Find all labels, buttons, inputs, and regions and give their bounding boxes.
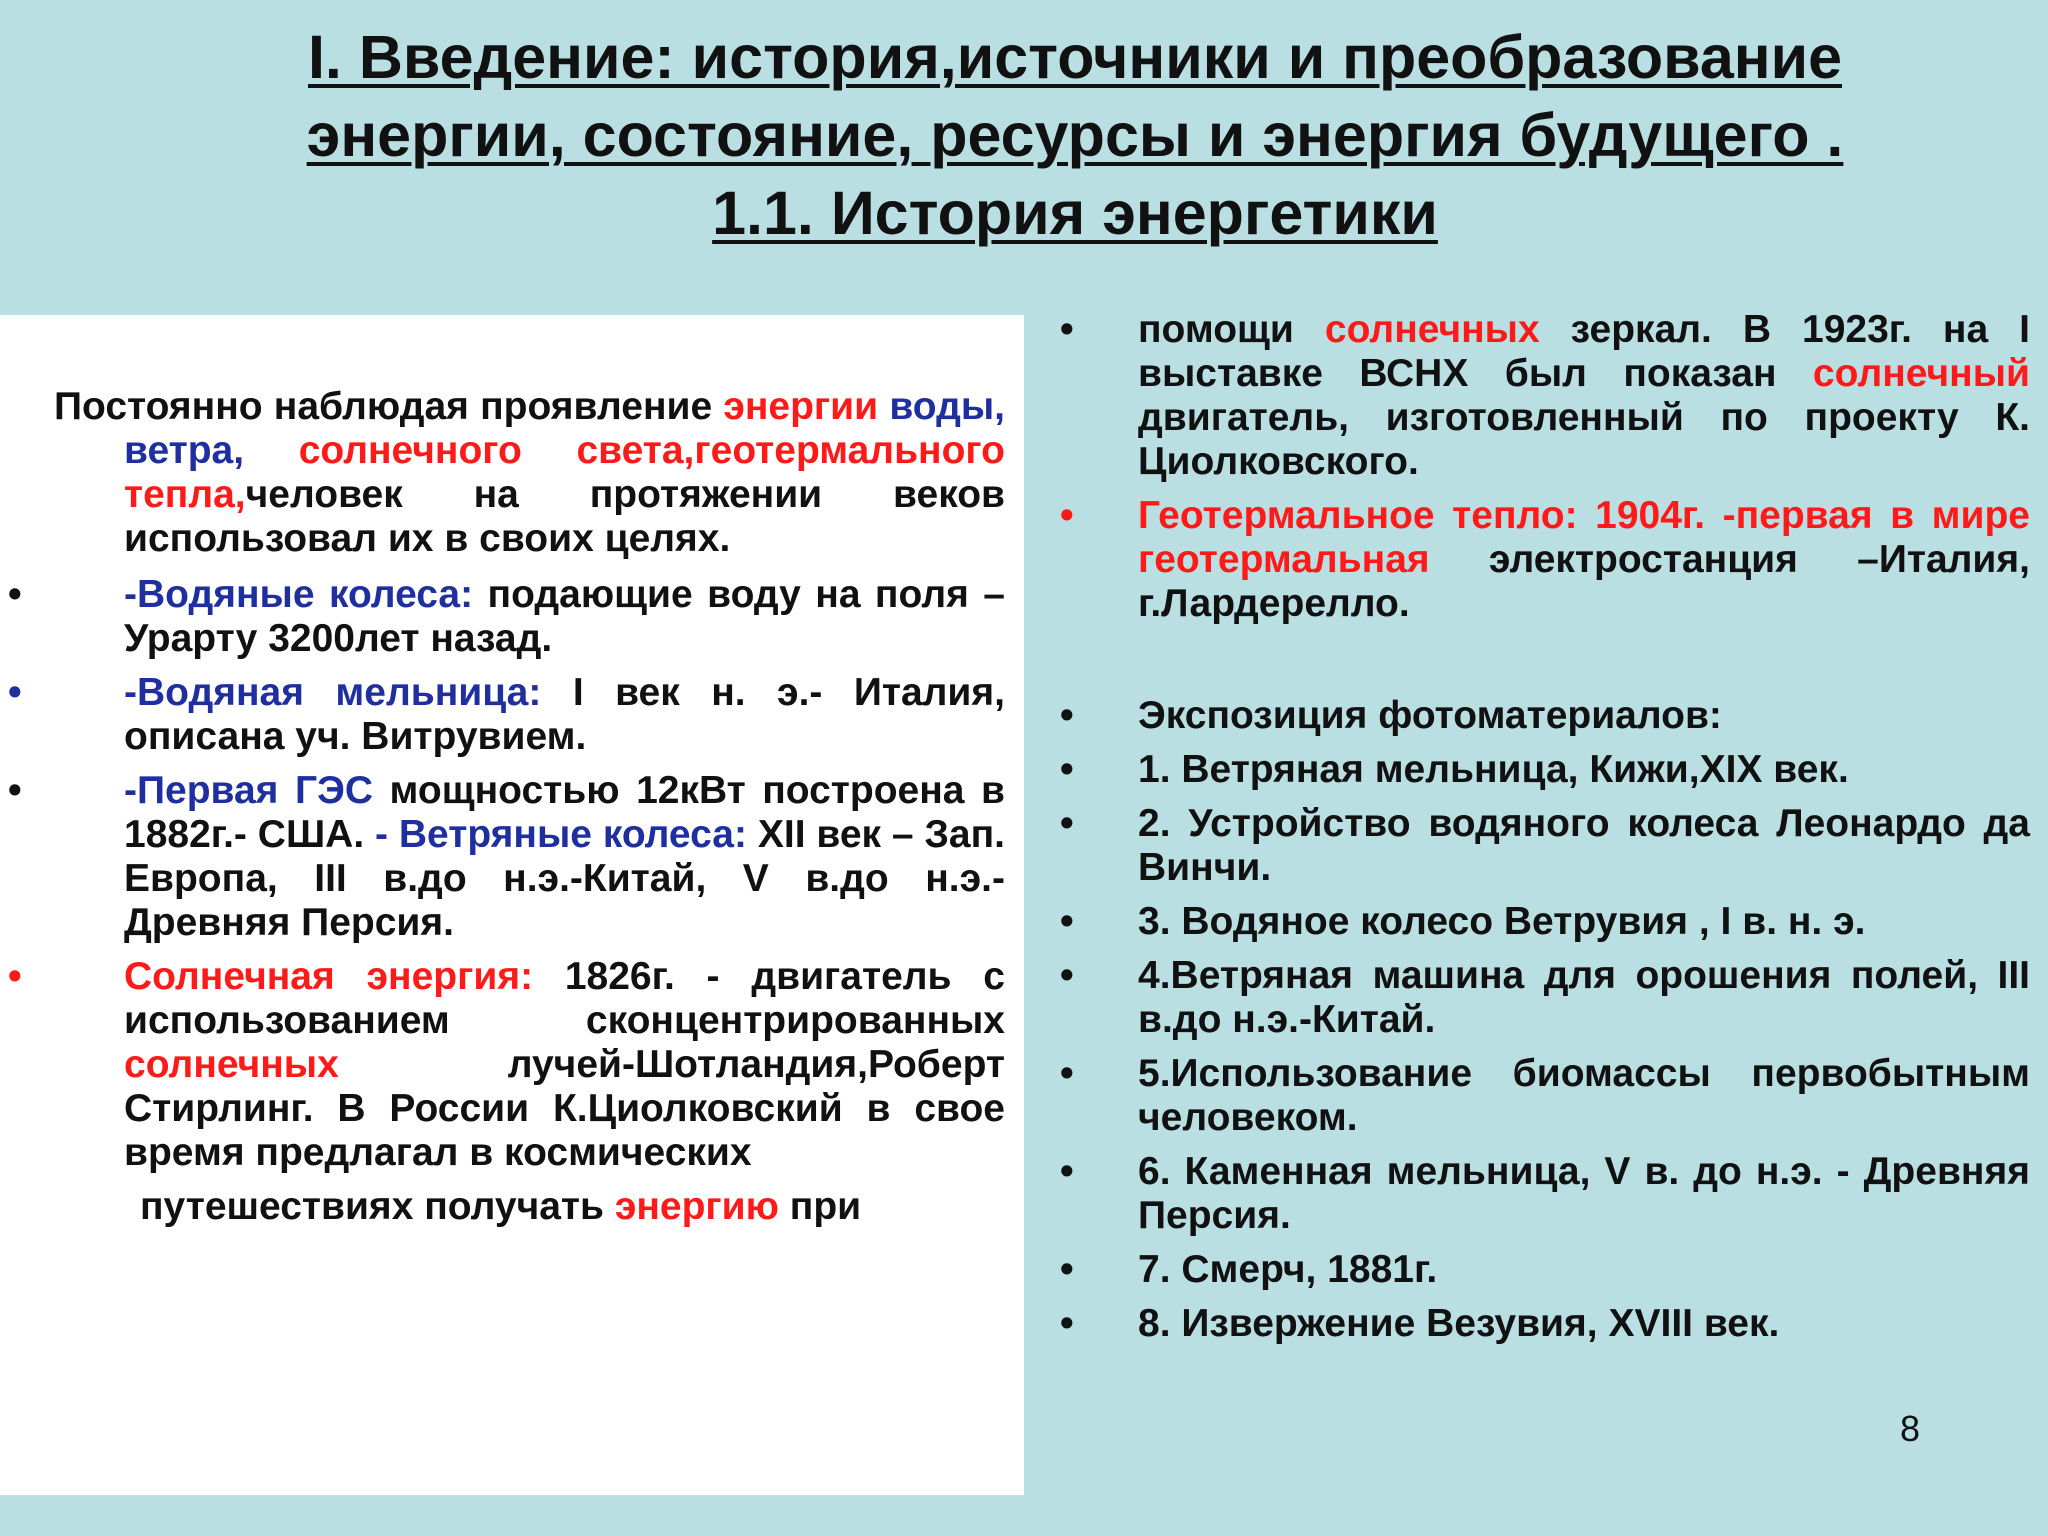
bullet-icon: • — [1060, 1150, 1074, 1193]
right-list-item-photo-1: • 1. Ветряная мельница, Кижи,XIX век. — [1060, 748, 1849, 791]
bullet-icon: • — [1060, 1248, 1074, 1291]
right-list-item-photo-3: • 3. Водяное колесо Ветрувия , I в. н. э. — [1060, 900, 1866, 943]
bullet-icon: • — [8, 573, 22, 616]
bullet-icon: • — [1060, 802, 1074, 845]
bullet-icon: • — [1060, 748, 1074, 791]
bullet-icon: • — [8, 955, 22, 998]
left-list-item-water-mill: • -Водяная мельница: I век н. э.- Италия, описана уч. Витрувием. — [8, 671, 1005, 758]
right-list-item-photo-7: • 7. Смерч, 1881г. — [1060, 1248, 1438, 1291]
left-list-item-first-hydro-plant: • -Первая ГЭС мощностью 12кВт построена в 1882г.- США. - Ветряные колеса: XII век – Зап. Европа, III в.до н.э.-Китай, V в.до н.э.-Древняя Персия. — [8, 769, 1006, 944]
bullet-icon: • — [1060, 494, 1074, 537]
bullet-icon: • — [8, 671, 22, 714]
right-list-item-photo-6: • 6. Каменная мельница, V в. до н.э. - Древняя Персия. — [1060, 1150, 2030, 1237]
bullet-icon: • — [1060, 954, 1074, 997]
right-list-item-photo-5: • 5.Использование биомассы первобытным человеком. — [1060, 1052, 2030, 1139]
bullet-icon: • — [8, 769, 22, 812]
left-column — [0, 385, 1005, 1229]
right-list-item-photo-2: • 2. Устройство водяного колеса Леонардо да Винчи. — [1060, 802, 2030, 889]
bullet-icon: • — [1060, 308, 1074, 351]
left-list-item-solar-energy: • Солнечная энергия: 1826г. - двигатель с использованием сконцентрированных солнечных лучей-Шотландия,Роберт Стирлинг. В России К.Циолковский в свое время предлагал в космических — [8, 955, 1005, 1174]
title-line-2: энергии, состояние, ресурсы и энергия будущего . — [306, 101, 1844, 169]
slide-title — [150, 18, 2000, 252]
right-list-item-geothermal: • Геотермальное тепло: 1904г. -первая в мире геотермальная электростанция –Италия, г.Лардерелло. — [1060, 494, 2030, 625]
bullet-icon: • — [1060, 1302, 1074, 1345]
bullet-icon: • — [1060, 900, 1074, 943]
bullet-icon: • — [1060, 1052, 1074, 1095]
right-list-item-photo-4: • 4.Ветряная машина для орошения полей, III в.до н.э.-Китай. — [1060, 954, 2030, 1041]
page-number: 8 — [1899, 1408, 1921, 1449]
left-list-item-water-wheels: • -Водяные колеса: подающие воду на поля –Урарту 3200лет назад. — [8, 573, 1005, 660]
right-column — [1060, 308, 2030, 1346]
left-continuation-line: путешествиях получать энергию при — [140, 1185, 862, 1228]
right-list-item-solar-mirrors: • помощи солнечных зеркал. В 1923г. на I выставке ВСНХ был показан солнечный двигатель, изготовленный по проекту К. Циолковского. — [1060, 308, 2030, 483]
title-line-1: I. Введение: история,источники и преобразование — [307, 23, 1843, 91]
bullet-icon: • — [1060, 694, 1074, 737]
left-intro-paragraph: Постоянно наблюдая проявление энергии воды, ветра, солнечного света,геотермального тепла,человек на протяжении веков использовал их в своих целях. — [54, 385, 1005, 560]
right-list-item-photo-8: • 8. Извержение Везувия, XVIII век. — [1060, 1302, 1780, 1345]
title-line-3: 1.1. История энергетики — [712, 179, 1438, 247]
right-list-item-exposition: • Экспозиция фотоматериалов: — [1060, 694, 1722, 737]
